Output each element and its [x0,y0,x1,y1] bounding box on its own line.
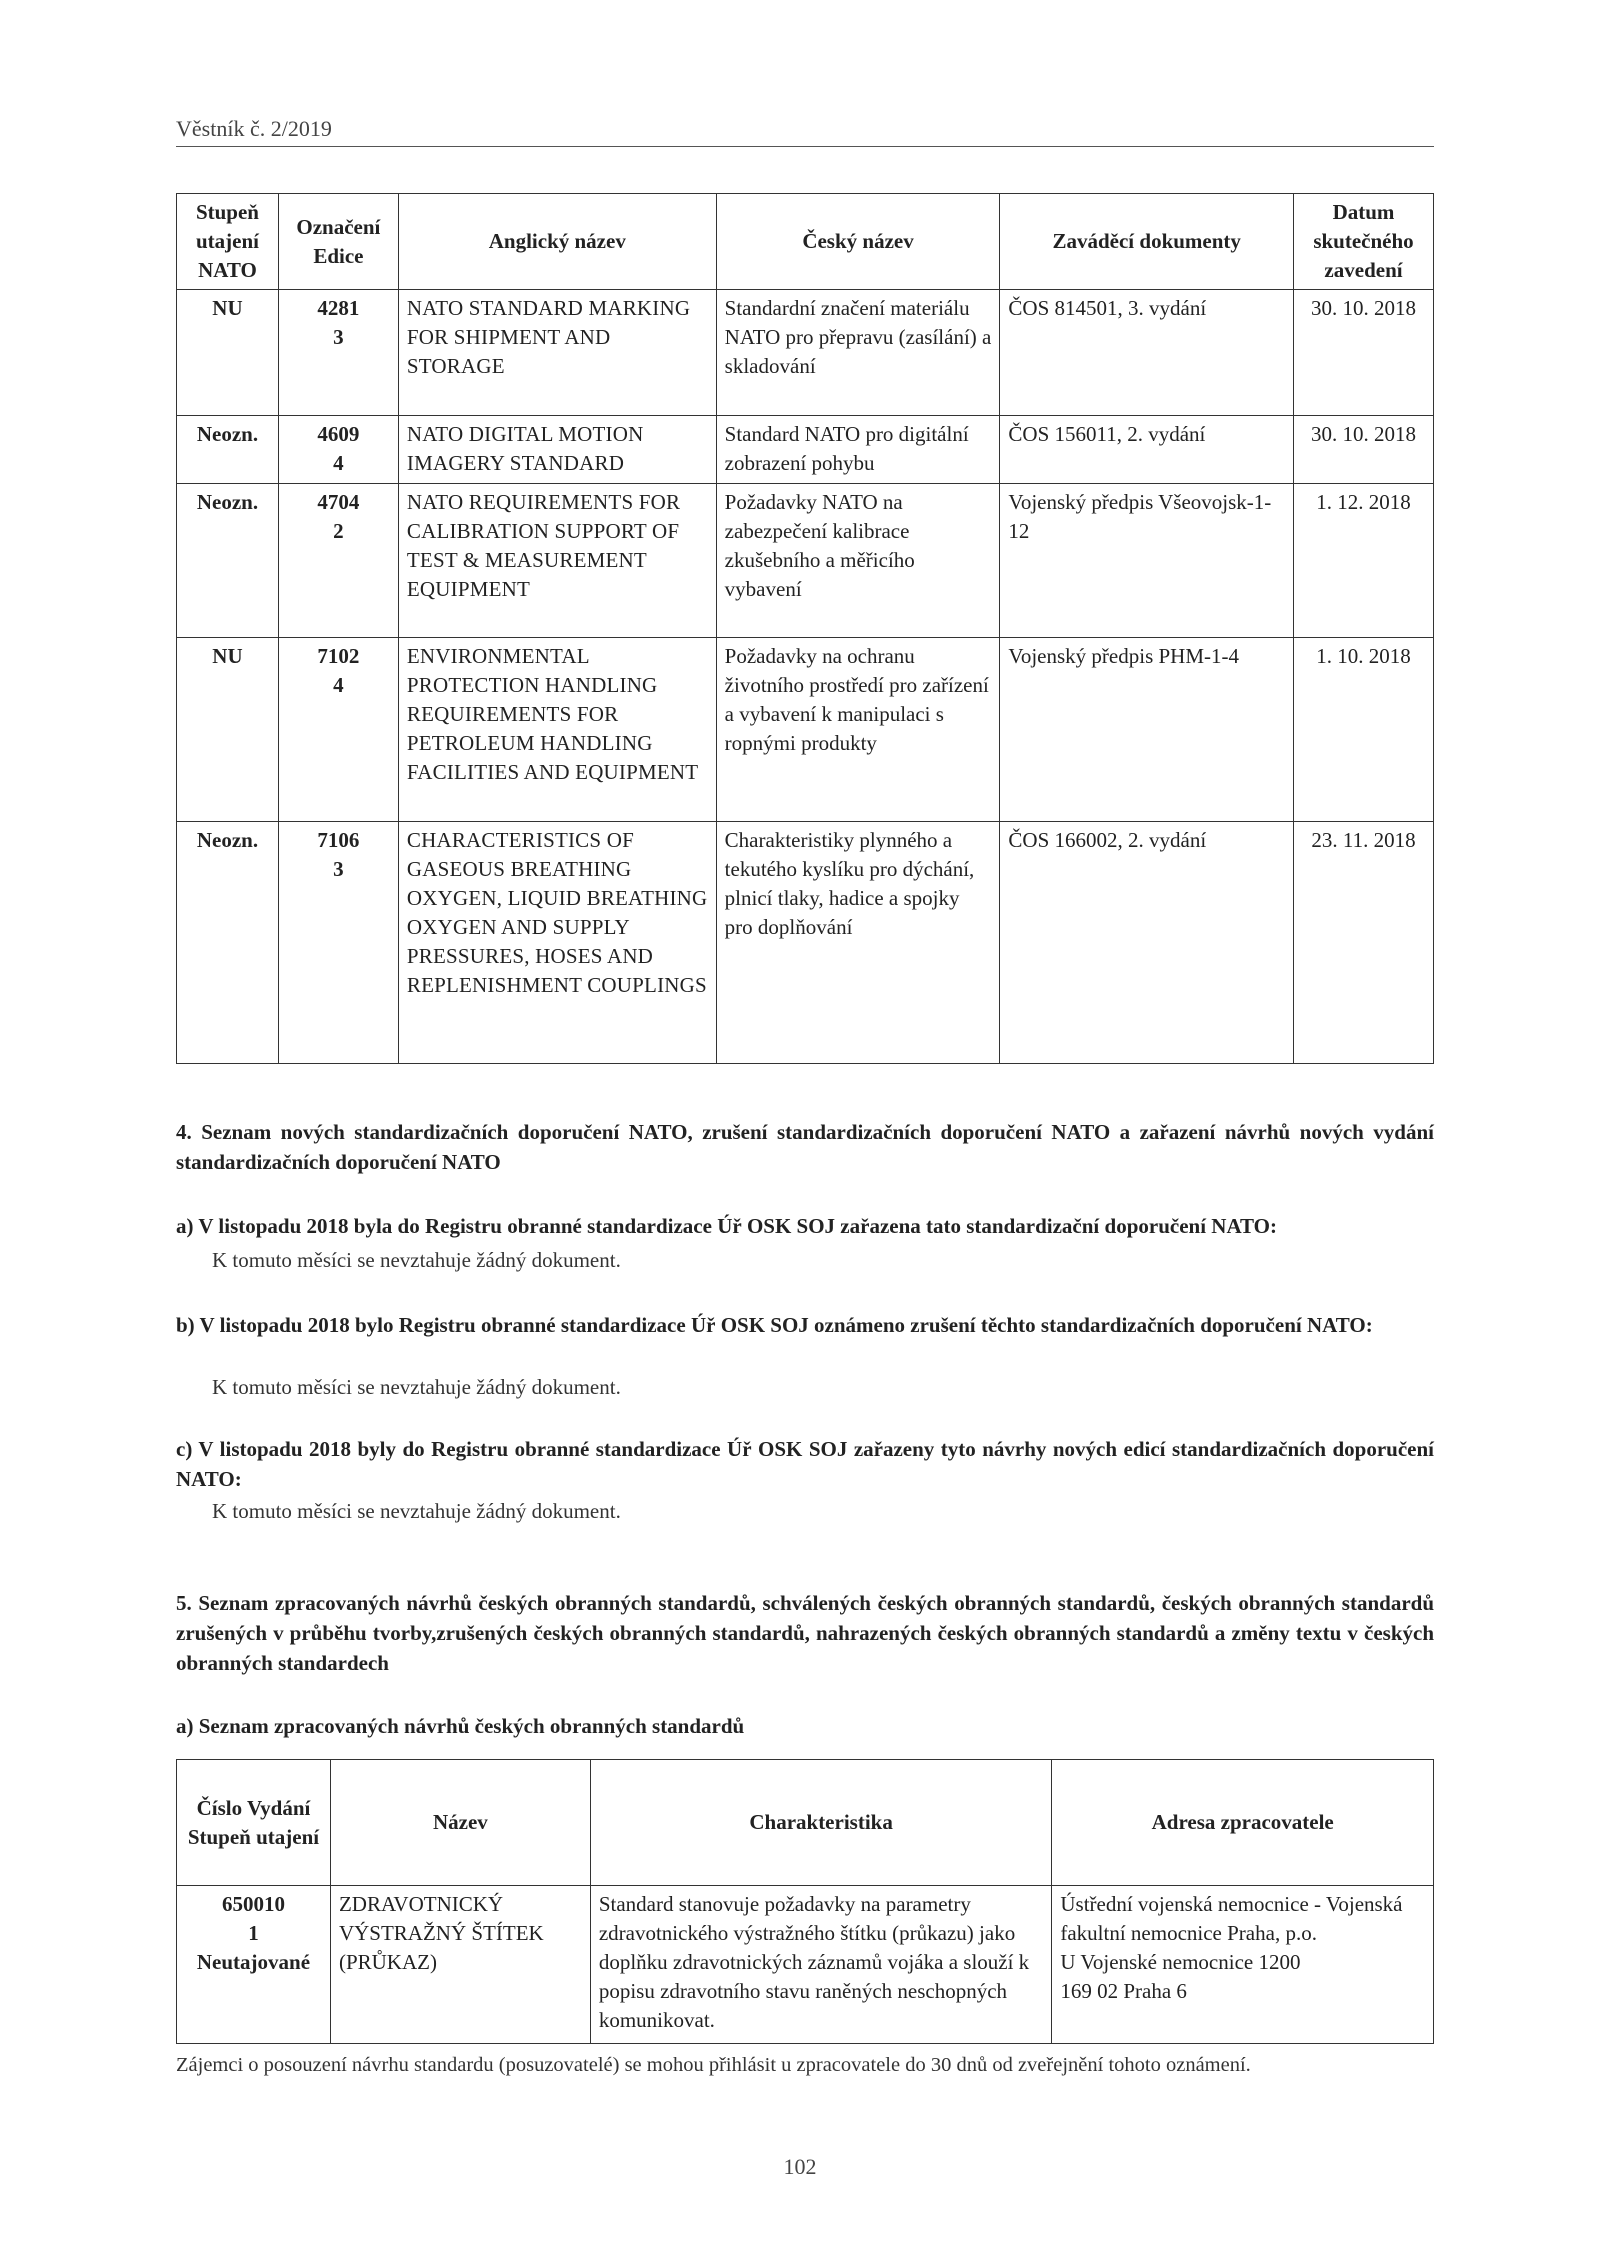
header-cell: Označení Edice [278,194,398,290]
classification-cell: Neozn. [177,416,279,484]
standard-description-cell: Standard stanovuje požadavky na parametry zdravotnického výstražného štítku (průkazu) jako doplňku zdravotnických záznamů vojáka a slouží k popisu zdravotního stavu raněných neschopných komunikovat. [590,1886,1052,2044]
edition-number: 4 [333,673,344,697]
czech-title-cell: Požadavky NATO na zabezpečení kalibrace zkušebního a měřicího vybavení [716,484,1000,638]
implementing-doc-cell: Vojenský předpis PHM-1-4 [1000,638,1294,822]
header-cell: Datum skutečného zavedení [1294,194,1434,290]
edition-number: 3 [333,857,344,881]
date-cell: 1. 12. 2018 [1294,484,1434,638]
edition-cell [278,822,398,1064]
address-line: 169 02 Praha 6 [1060,1979,1187,2003]
edition-number: 2 [333,519,344,543]
page-header-title: Věstník č. 2/2019 [176,116,332,141]
table-row [177,290,1434,416]
table-row [177,638,1434,822]
address-line: U Vojenské nemocnice 1200 [1060,1950,1301,1974]
czech-title-cell: Standardní značení materiálu NATO pro přepravu (zasílání) a skladování [716,290,1000,416]
classification-cell: NU [177,290,279,416]
edition-number: 3 [333,325,344,349]
czech-title-cell: Standard NATO pro digitální zobrazení pohybu [716,416,1000,484]
page-header [176,112,1434,147]
classification-cell: Neozn. [177,822,279,1064]
implementing-doc-cell: ČOS 814501, 3. vydání [1000,290,1294,416]
stanag-number: 4281 [317,296,360,320]
table-row [177,416,1434,484]
section-4c-note: K tomuto měsíci se nevztahuje žádný dokument. [212,1499,621,1523]
czech-standards-table [176,1759,1434,2044]
edition-cell [278,290,398,416]
section-4-title: 4. Seznam nových standardizačních doporučení NATO, zrušení standardizačních doporučení NATO a zařazení návrhů nových vydání standardizačních doporučení NATO [176,1120,1434,1174]
table-row [177,822,1434,1064]
standard-edition: 1 [248,1921,259,1945]
processor-address-cell [1052,1886,1434,2044]
standard-id-cell [177,1886,331,2044]
implementing-doc-cell: Vojenský předpis Všeovojsk-1-12 [1000,484,1294,638]
edition-cell [278,484,398,638]
edition-cell [278,416,398,484]
stanag-number: 7102 [317,644,360,668]
english-title-cell: NATO REQUIREMENTS FOR CALIBRATION SUPPORT OF TEST & MEASUREMENT EQUIPMENT [398,484,716,638]
header-cell: Český název [716,194,1000,290]
standard-name-cell: ZDRAVOTNICKÝ VÝSTRAŽNÝ ŠTÍTEK (PRŮKAZ) [330,1886,590,2044]
nato-standards-table [176,193,1434,1064]
header-cell: Název [330,1760,590,1886]
address-line: Ústřední vojenská nemocnice - Vojenská fakultní nemocnice Praha, p.o. [1060,1892,1403,1945]
stanag-number: 4704 [317,490,360,514]
table-row [177,484,1434,638]
header-cell: Charakteristika [590,1760,1052,1886]
english-title-cell: NATO STANDARD MARKING FOR SHIPMENT AND STORAGE [398,290,716,416]
footnote: Zájemci o posouzení návrhu standardu (posuzovatelé) se mohou přihlásit u zpracovatele do 30 dnů od zveřejnění tohoto oznámení. [176,2054,1251,2076]
czech-title-cell: Charakteristiky plynného a tekutého kyslíku pro dýchání, plnicí tlaky, hadice a spojky pro doplňování [716,822,1000,1064]
english-title-cell: CHARACTERISTICS OF GASEOUS BREATHING OXYGEN, LIQUID BREATHING OXYGEN AND SUPPLY PRESSURES, HOSES AND REPLENISHMENT COUPLINGS [398,822,716,1064]
edition-number: 4 [333,451,344,475]
english-title-cell: ENVIRONMENTAL PROTECTION HANDLING REQUIREMENTS FOR PETROLEUM HANDLING FACILITIES AND EQUIPMENT [398,638,716,822]
header-cell: Adresa zpracovatele [1052,1760,1434,1886]
czech-title-cell: Požadavky na ochranu životního prostředí pro zařízení a vybavení k manipulaci s ropnými produkty [716,638,1000,822]
table-header-row [177,1760,1434,1886]
section-4a-note: K tomuto měsíci se nevztahuje žádný dokument. [212,1248,621,1272]
header-cell: Anglický název [398,194,716,290]
edition-cell [278,638,398,822]
section-4b-note: K tomuto měsíci se nevztahuje žádný dokument. [212,1375,621,1399]
section-5-title: 5. Seznam zpracovaných návrhů českých obranných standardů, schválených českých obranných standardů, českých obranných standardů zrušených v průběhu tvorby,zrušených českých obranných standardů, nahrazených českých obranných standardů a změny textu v českých obranných standardech [176,1591,1434,1675]
section-4b-title: b) V listopadu 2018 bylo Registru obranné standardizace Úř OSK SOJ oznámeno zrušení těchto standardizačních doporučení NATO: [176,1313,1373,1337]
stanag-number: 7106 [317,828,360,852]
classification-cell: Neozn. [177,484,279,638]
header-cell: Stupeň utajení NATO [177,194,279,290]
table-row [177,1886,1434,2044]
stanag-number: 4609 [317,422,360,446]
section-4c-title: c) V listopadu 2018 byly do Registru obranné standardizace Úř OSK SOJ zařazeny tyto návrhy nových edicí standardizačních doporučení NATO: [176,1437,1434,1491]
header-cell: Zaváděcí dokumenty [1000,194,1294,290]
implementing-doc-cell: ČOS 166002, 2. vydání [1000,822,1294,1064]
classification-cell: NU [177,638,279,822]
implementing-doc-cell: ČOS 156011, 2. vydání [1000,416,1294,484]
date-cell: 30. 10. 2018 [1294,290,1434,416]
standard-number: 650010 [221,1892,285,1916]
table-header-row [177,194,1434,290]
section-4a-title: a) V listopadu 2018 byla do Registru obranné standardizace Úř OSK SOJ zařazena tato standardizační doporučení NATO: [176,1214,1278,1238]
standard-classification: Neutajované [196,1950,311,1974]
date-cell: 30. 10. 2018 [1294,416,1434,484]
section-5a-title: a) Seznam zpracovaných návrhů českých obranných standardů [176,1714,745,1738]
english-title-cell: NATO DIGITAL MOTION IMAGERY STANDARD [398,416,716,484]
date-cell: 23. 11. 2018 [1294,822,1434,1064]
header-cell: Číslo Vydání Stupeň utajení [177,1760,331,1886]
page-number: 102 [783,2154,817,2179]
date-cell: 1. 10. 2018 [1294,638,1434,822]
